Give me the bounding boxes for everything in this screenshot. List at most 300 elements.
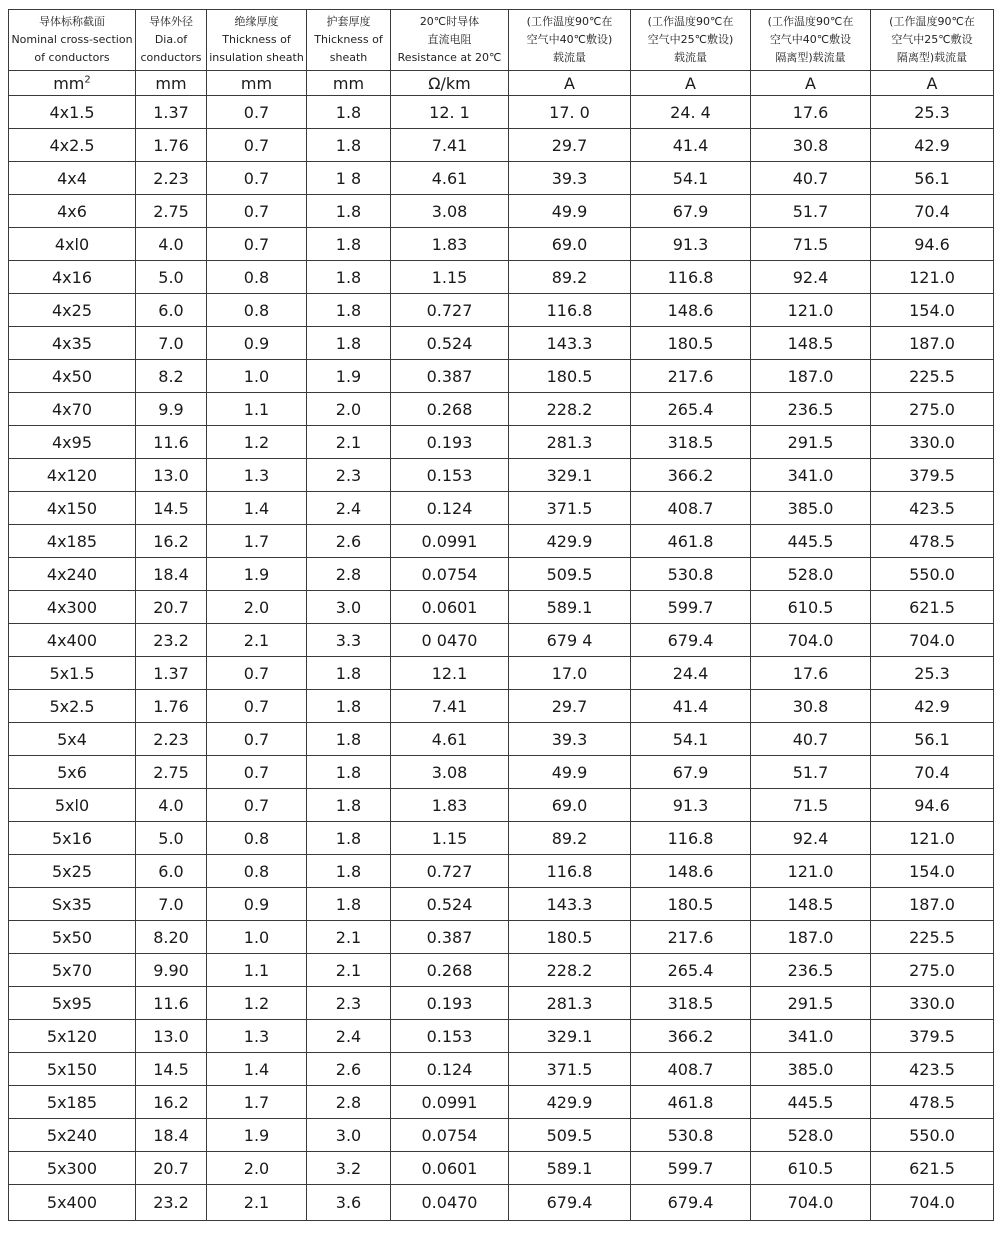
cell-ampacity-air-25: 461.8 [631, 1086, 751, 1119]
cell-resistance: 0.727 [391, 294, 509, 327]
cell-ampacity-air-25: 91.3 [631, 789, 751, 822]
cell-sheath-thickness: 2.8 [307, 558, 391, 591]
cell-sheath-thickness: 1.8 [307, 690, 391, 723]
cell-sheath-thickness: 1.8 [307, 822, 391, 855]
cell-ampacity-isolated-25: 423.5 [871, 1053, 994, 1086]
cell-ampacity-isolated-25: 56.1 [871, 162, 994, 195]
cell-ampacity-isolated-25: 25.3 [871, 96, 994, 129]
cell-cross-section: 4x240 [9, 558, 136, 591]
cell-resistance: 4.61 [391, 162, 509, 195]
cell-ampacity-isolated-25: 187.0 [871, 327, 994, 360]
cell-outer-diameter: 20.7 [136, 591, 207, 624]
cell-ampacity-isolated-40: 187.0 [751, 921, 871, 954]
cell-outer-diameter: 13.0 [136, 459, 207, 492]
cell-resistance: 1.15 [391, 261, 509, 294]
cell-outer-diameter: 7.0 [136, 888, 207, 921]
cell-ampacity-isolated-40: 17.6 [751, 96, 871, 129]
cell-insulation-thickness: 1.7 [207, 1086, 307, 1119]
cell-outer-diameter: 20.7 [136, 1152, 207, 1185]
cell-outer-diameter: 14.5 [136, 1053, 207, 1086]
cell-cross-section: 5x300 [9, 1152, 136, 1185]
cell-resistance: 7.41 [391, 129, 509, 162]
cell-cross-section: 5x4 [9, 723, 136, 756]
cell-ampacity-isolated-40: 610.5 [751, 591, 871, 624]
header-line: conductors [140, 51, 202, 64]
cell-sheath-thickness: 2.1 [307, 426, 391, 459]
cell-outer-diameter: 7.0 [136, 327, 207, 360]
cell-cross-section: 5x1.5 [9, 657, 136, 690]
cell-ampacity-isolated-40: 385.0 [751, 1053, 871, 1086]
header-line: Resistance at 20℃ [397, 51, 502, 64]
table-row [9, 921, 994, 954]
cell-outer-diameter: 2.75 [136, 756, 207, 789]
table-row [9, 327, 994, 360]
header-dc-resistance [391, 10, 509, 71]
cell-ampacity-air-25: 41.4 [631, 690, 751, 723]
cell-ampacity-isolated-25: 70.4 [871, 756, 994, 789]
cell-ampacity-isolated-40: 148.5 [751, 327, 871, 360]
cell-outer-diameter: 13.0 [136, 1020, 207, 1053]
cell-ampacity-isolated-40: 445.5 [751, 1086, 871, 1119]
cell-insulation-thickness: 1.1 [207, 393, 307, 426]
header-line: sheath [329, 51, 368, 64]
cell-outer-diameter: 4.0 [136, 228, 207, 261]
unit-cell: A [751, 71, 871, 96]
cell-sheath-thickness: 3.3 [307, 624, 391, 657]
header-insulation-thickness [207, 10, 307, 71]
header-line: 直流电阻 [427, 33, 472, 46]
cell-cross-section: 5x95 [9, 987, 136, 1020]
cell-sheath-thickness: 3.6 [307, 1185, 391, 1221]
units-row [9, 71, 994, 96]
cell-ampacity-air-25: 217.6 [631, 921, 751, 954]
cell-ampacity-air-25: 67.9 [631, 195, 751, 228]
cell-resistance: 0.193 [391, 987, 509, 1020]
cell-resistance: 0.387 [391, 921, 509, 954]
cell-insulation-thickness: 2.0 [207, 591, 307, 624]
cell-ampacity-isolated-40: 51.7 [751, 756, 871, 789]
cell-cross-section: 5x400 [9, 1185, 136, 1221]
cell-sheath-thickness: 3.0 [307, 1119, 391, 1152]
table-row [9, 393, 994, 426]
table-row [9, 657, 994, 690]
cell-sheath-thickness: 1.8 [307, 228, 391, 261]
cell-resistance: 12. 1 [391, 96, 509, 129]
cell-outer-diameter: 4.0 [136, 789, 207, 822]
cell-resistance: 0.0754 [391, 1119, 509, 1152]
cell-ampacity-isolated-25: 704.0 [871, 1185, 994, 1221]
table-body [9, 10, 994, 1221]
cell-cross-section: 4x70 [9, 393, 136, 426]
cell-sheath-thickness: 1.8 [307, 129, 391, 162]
cell-ampacity-air-25: 116.8 [631, 261, 751, 294]
table-row [9, 1152, 994, 1185]
cell-ampacity-air-40: 180.5 [509, 921, 631, 954]
table-row [9, 1119, 994, 1152]
cell-sheath-thickness: 2.1 [307, 954, 391, 987]
cell-insulation-thickness: 1.0 [207, 921, 307, 954]
cell-sheath-thickness: 1.8 [307, 723, 391, 756]
cell-ampacity-isolated-25: 70.4 [871, 195, 994, 228]
cell-ampacity-isolated-25: 56.1 [871, 723, 994, 756]
cell-cross-section: 5x6 [9, 756, 136, 789]
cell-ampacity-air-25: 67.9 [631, 756, 751, 789]
table-row [9, 261, 994, 294]
cell-resistance: 0 0470 [391, 624, 509, 657]
cell-ampacity-air-25: 408.7 [631, 1053, 751, 1086]
unit-area [9, 71, 136, 96]
header-row [9, 10, 994, 71]
cell-ampacity-air-40: 589.1 [509, 1152, 631, 1185]
cell-ampacity-isolated-40: 92.4 [751, 261, 871, 294]
table-row [9, 822, 994, 855]
cell-cross-section: 4xl0 [9, 228, 136, 261]
cell-ampacity-air-25: 408.7 [631, 492, 751, 525]
cell-ampacity-air-25: 116.8 [631, 822, 751, 855]
header-line: 隔离型)载流量 [896, 51, 968, 64]
cell-cross-section: 4x2.5 [9, 129, 136, 162]
cell-outer-diameter: 2.75 [136, 195, 207, 228]
cell-ampacity-air-40: 17. 0 [509, 96, 631, 129]
cell-resistance: 0.153 [391, 459, 509, 492]
table-row [9, 954, 994, 987]
table-row [9, 1185, 994, 1221]
header-line: Thickness of [314, 33, 383, 46]
cell-ampacity-isolated-40: 51.7 [751, 195, 871, 228]
cell-ampacity-air-40: 509.5 [509, 558, 631, 591]
cell-ampacity-isolated-40: 236.5 [751, 393, 871, 426]
cell-cross-section: 4x4 [9, 162, 136, 195]
cell-resistance: 0.193 [391, 426, 509, 459]
cell-sheath-thickness: 1.8 [307, 657, 391, 690]
header-line: Dia.of [154, 33, 188, 46]
cell-cross-section: 4x120 [9, 459, 136, 492]
cell-cross-section: 5x25 [9, 855, 136, 888]
header-line: 载流量 [674, 51, 707, 64]
cell-ampacity-isolated-40: 445.5 [751, 525, 871, 558]
cell-outer-diameter: 8.2 [136, 360, 207, 393]
header-line: 导体标称截面 [39, 15, 105, 28]
cell-ampacity-air-25: 679.4 [631, 624, 751, 657]
table-row [9, 756, 994, 789]
cell-insulation-thickness: 0.7 [207, 756, 307, 789]
cell-ampacity-air-40: 509.5 [509, 1119, 631, 1152]
table-row [9, 459, 994, 492]
cell-resistance: 0.124 [391, 492, 509, 525]
cell-ampacity-isolated-25: 621.5 [871, 1152, 994, 1185]
table-row [9, 690, 994, 723]
cell-insulation-thickness: 2.1 [207, 1185, 307, 1221]
cell-ampacity-isolated-25: 550.0 [871, 1119, 994, 1152]
cell-cross-section: 4x1.5 [9, 96, 136, 129]
cell-cross-section: 5x150 [9, 1053, 136, 1086]
cell-ampacity-air-40: 39.3 [509, 162, 631, 195]
cell-sheath-thickness: 1 8 [307, 162, 391, 195]
cell-outer-diameter: 1.76 [136, 690, 207, 723]
cell-insulation-thickness: 0.9 [207, 327, 307, 360]
cell-ampacity-isolated-40: 704.0 [751, 1185, 871, 1221]
header-conductor-diameter [136, 10, 207, 71]
header-line: 空气中25℃敷设) [647, 33, 734, 46]
cell-sheath-thickness: 2.1 [307, 921, 391, 954]
cell-insulation-thickness: 1.7 [207, 525, 307, 558]
header-line: (工作温度90℃在 [767, 15, 854, 28]
cell-insulation-thickness: 1.2 [207, 426, 307, 459]
cell-insulation-thickness: 0.7 [207, 723, 307, 756]
cell-insulation-thickness: 1.4 [207, 1053, 307, 1086]
cell-insulation-thickness: 0.7 [207, 657, 307, 690]
cell-ampacity-isolated-25: 187.0 [871, 888, 994, 921]
cell-outer-diameter: 2.23 [136, 723, 207, 756]
cell-resistance: 0.727 [391, 855, 509, 888]
unit-area-text: mm [53, 73, 85, 93]
cell-ampacity-isolated-25: 330.0 [871, 426, 994, 459]
table-row [9, 624, 994, 657]
cell-ampacity-air-40: 679 4 [509, 624, 631, 657]
cell-ampacity-air-25: 217.6 [631, 360, 751, 393]
table-row [9, 525, 994, 558]
cell-sheath-thickness: 1.8 [307, 294, 391, 327]
header-line: (工作温度90℃在 [647, 15, 734, 28]
table-row [9, 228, 994, 261]
cell-ampacity-isolated-40: 187.0 [751, 360, 871, 393]
cell-ampacity-isolated-40: 704.0 [751, 624, 871, 657]
header-ampacity-air-40 [509, 10, 631, 71]
unit-cell: A [509, 71, 631, 96]
cell-ampacity-isolated-25: 379.5 [871, 1020, 994, 1053]
table-row [9, 987, 994, 1020]
cell-outer-diameter: 14.5 [136, 492, 207, 525]
cell-ampacity-air-40: 49.9 [509, 756, 631, 789]
cell-insulation-thickness: 1.9 [207, 1119, 307, 1152]
cell-ampacity-air-25: 54.1 [631, 162, 751, 195]
cell-resistance: 4.61 [391, 723, 509, 756]
cell-insulation-thickness: 0.7 [207, 96, 307, 129]
table-row [9, 129, 994, 162]
cell-outer-diameter: 6.0 [136, 855, 207, 888]
header-sheath-thickness [307, 10, 391, 71]
header-line: 隔离型)载流量 [775, 51, 846, 64]
cell-ampacity-air-40: 679.4 [509, 1185, 631, 1221]
cell-ampacity-isolated-25: 42.9 [871, 690, 994, 723]
cell-cross-section: 4x16 [9, 261, 136, 294]
cell-sheath-thickness: 1.9 [307, 360, 391, 393]
cell-ampacity-air-40: 429.9 [509, 525, 631, 558]
cell-ampacity-isolated-25: 225.5 [871, 360, 994, 393]
cell-insulation-thickness: 1.9 [207, 558, 307, 591]
cell-ampacity-air-40: 143.3 [509, 888, 631, 921]
cell-insulation-thickness: 2.0 [207, 1152, 307, 1185]
cell-cross-section: Sx35 [9, 888, 136, 921]
cell-ampacity-isolated-25: 704.0 [871, 624, 994, 657]
cell-ampacity-air-40: 281.3 [509, 987, 631, 1020]
cell-ampacity-air-25: 41.4 [631, 129, 751, 162]
cell-resistance: 1.83 [391, 228, 509, 261]
cell-ampacity-air-40: 371.5 [509, 1053, 631, 1086]
cell-resistance: 0.524 [391, 327, 509, 360]
cell-ampacity-air-25: 148.6 [631, 294, 751, 327]
cell-sheath-thickness: 2.3 [307, 987, 391, 1020]
cell-resistance: 0.387 [391, 360, 509, 393]
cell-cross-section: 5x240 [9, 1119, 136, 1152]
cell-outer-diameter: 1.37 [136, 657, 207, 690]
cell-ampacity-isolated-25: 275.0 [871, 954, 994, 987]
cell-resistance: 0.268 [391, 393, 509, 426]
cell-outer-diameter: 5.0 [136, 261, 207, 294]
header-line: Thickness of [222, 33, 291, 46]
cell-ampacity-isolated-40: 236.5 [751, 954, 871, 987]
cell-ampacity-isolated-25: 25.3 [871, 657, 994, 690]
header-line: 空气中40℃敷设 [769, 33, 852, 46]
header-ampacity-isolated-40 [751, 10, 871, 71]
cell-cross-section: 5x50 [9, 921, 136, 954]
cell-cross-section: 5x185 [9, 1086, 136, 1119]
cell-ampacity-air-40: 228.2 [509, 393, 631, 426]
cell-ampacity-air-40: 281.3 [509, 426, 631, 459]
cell-resistance: 0.0470 [391, 1185, 509, 1221]
table-row [9, 591, 994, 624]
unit-cell: mm [207, 71, 307, 96]
header-line: insulation sheath [209, 51, 304, 64]
table-row [9, 96, 994, 129]
cell-insulation-thickness: 0.9 [207, 888, 307, 921]
cell-ampacity-air-25: 530.8 [631, 558, 751, 591]
cell-resistance: 0.268 [391, 954, 509, 987]
cell-resistance: 0.124 [391, 1053, 509, 1086]
header-line: (工作温度90℃在 [526, 15, 613, 28]
cell-ampacity-isolated-25: 275.0 [871, 393, 994, 426]
cell-ampacity-air-25: 461.8 [631, 525, 751, 558]
cell-cross-section: 4x150 [9, 492, 136, 525]
cell-insulation-thickness: 0.8 [207, 855, 307, 888]
cell-sheath-thickness: 2.8 [307, 1086, 391, 1119]
cell-cross-section: 5xl0 [9, 789, 136, 822]
cell-ampacity-isolated-40: 291.5 [751, 987, 871, 1020]
cell-ampacity-isolated-25: 121.0 [871, 822, 994, 855]
cell-cross-section: 4x300 [9, 591, 136, 624]
cell-outer-diameter: 11.6 [136, 426, 207, 459]
cell-ampacity-isolated-25: 94.6 [871, 789, 994, 822]
cell-resistance: 0.524 [391, 888, 509, 921]
cell-outer-diameter: 16.2 [136, 1086, 207, 1119]
cell-ampacity-air-25: 318.5 [631, 987, 751, 1020]
header-line: 20℃时导体 [419, 15, 480, 28]
cell-sheath-thickness: 2.6 [307, 525, 391, 558]
cell-outer-diameter: 5.0 [136, 822, 207, 855]
cell-cross-section: 4x95 [9, 426, 136, 459]
cell-insulation-thickness: 0.7 [207, 228, 307, 261]
cell-ampacity-air-40: 49.9 [509, 195, 631, 228]
cell-ampacity-isolated-40: 40.7 [751, 723, 871, 756]
cell-ampacity-air-25: 180.5 [631, 888, 751, 921]
cell-ampacity-isolated-40: 71.5 [751, 789, 871, 822]
unit-cell: A [631, 71, 751, 96]
cell-resistance: 0.0991 [391, 1086, 509, 1119]
cell-ampacity-air-40: 29.7 [509, 129, 631, 162]
cell-ampacity-air-25: 265.4 [631, 954, 751, 987]
cell-cross-section: 4x50 [9, 360, 136, 393]
cell-ampacity-air-40: 180.5 [509, 360, 631, 393]
table-row [9, 492, 994, 525]
cell-sheath-thickness: 1.8 [307, 789, 391, 822]
cell-insulation-thickness: 0.7 [207, 129, 307, 162]
cell-sheath-thickness: 1.8 [307, 888, 391, 921]
cell-ampacity-air-25: 599.7 [631, 591, 751, 624]
cell-ampacity-isolated-40: 92.4 [751, 822, 871, 855]
cell-ampacity-isolated-25: 550.0 [871, 558, 994, 591]
cell-ampacity-isolated-25: 379.5 [871, 459, 994, 492]
header-ampacity-isolated-25 [871, 10, 994, 71]
table-row [9, 723, 994, 756]
cell-resistance: 0.153 [391, 1020, 509, 1053]
cell-outer-diameter: 11.6 [136, 987, 207, 1020]
unit-cell: mm [136, 71, 207, 96]
cell-ampacity-isolated-40: 121.0 [751, 855, 871, 888]
header-ampacity-air-25 [631, 10, 751, 71]
cell-ampacity-isolated-25: 225.5 [871, 921, 994, 954]
cell-sheath-thickness: 1.8 [307, 756, 391, 789]
table-row [9, 1086, 994, 1119]
cell-ampacity-air-25: 679.4 [631, 1185, 751, 1221]
cell-outer-diameter: 23.2 [136, 624, 207, 657]
cell-sheath-thickness: 1.8 [307, 96, 391, 129]
cell-cross-section: 5x120 [9, 1020, 136, 1053]
cell-ampacity-isolated-40: 341.0 [751, 1020, 871, 1053]
cell-sheath-thickness: 2.6 [307, 1053, 391, 1086]
cell-insulation-thickness: 2.1 [207, 624, 307, 657]
cell-resistance: 7.41 [391, 690, 509, 723]
table-row [9, 888, 994, 921]
cell-resistance: 1.83 [391, 789, 509, 822]
cell-ampacity-air-25: 599.7 [631, 1152, 751, 1185]
cell-ampacity-air-25: 366.2 [631, 459, 751, 492]
cell-outer-diameter: 9.9 [136, 393, 207, 426]
header-line: (工作温度90℃在 [889, 15, 975, 28]
cell-ampacity-air-25: 366.2 [631, 1020, 751, 1053]
cell-ampacity-air-40: 329.1 [509, 1020, 631, 1053]
table-row [9, 855, 994, 888]
cell-resistance: 0.0601 [391, 591, 509, 624]
cell-resistance: 0.0991 [391, 525, 509, 558]
cell-ampacity-isolated-40: 385.0 [751, 492, 871, 525]
cell-ampacity-air-40: 29.7 [509, 690, 631, 723]
cell-ampacity-isolated-40: 30.8 [751, 690, 871, 723]
cell-resistance: 0.0754 [391, 558, 509, 591]
cell-insulation-thickness: 0.8 [207, 822, 307, 855]
cell-ampacity-air-25: 91.3 [631, 228, 751, 261]
cell-ampacity-air-25: 24. 4 [631, 96, 751, 129]
cell-ampacity-air-25: 148.6 [631, 855, 751, 888]
unit-cell: A [871, 71, 994, 96]
cell-outer-diameter: 8.20 [136, 921, 207, 954]
cell-cross-section: 4x25 [9, 294, 136, 327]
table-row [9, 789, 994, 822]
cell-cross-section: 4x35 [9, 327, 136, 360]
cell-sheath-thickness: 1.8 [307, 327, 391, 360]
cell-ampacity-air-40: 17.0 [509, 657, 631, 690]
cell-ampacity-air-40: 69.0 [509, 228, 631, 261]
cell-outer-diameter: 6.0 [136, 294, 207, 327]
cell-insulation-thickness: 0.8 [207, 294, 307, 327]
cell-ampacity-isolated-25: 478.5 [871, 1086, 994, 1119]
cell-ampacity-air-40: 116.8 [509, 855, 631, 888]
cell-sheath-thickness: 3.0 [307, 591, 391, 624]
table-row [9, 195, 994, 228]
cell-ampacity-air-25: 180.5 [631, 327, 751, 360]
cell-outer-diameter: 23.2 [136, 1185, 207, 1221]
cell-ampacity-air-40: 429.9 [509, 1086, 631, 1119]
header-nominal-cross-section [9, 10, 136, 71]
